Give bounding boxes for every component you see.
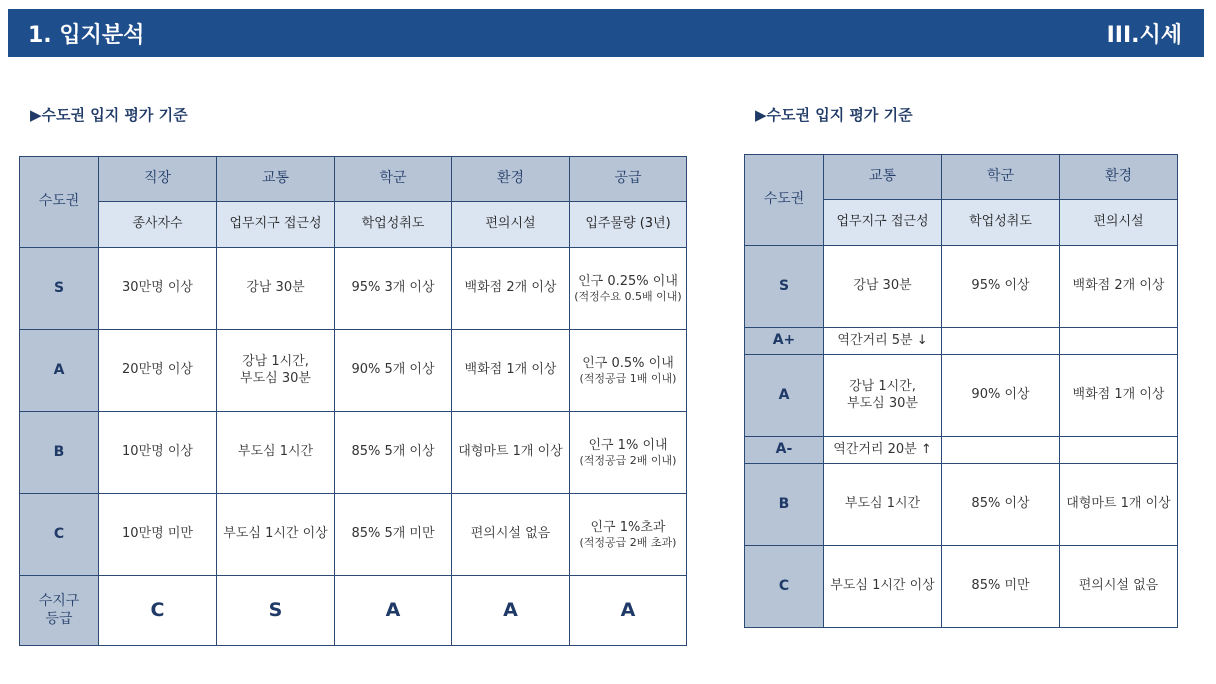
supply-note: (적정공급 2배 초과) — [579, 535, 677, 549]
result-grade: S — [217, 576, 335, 646]
cell: 백화점 2개 이상 — [1060, 246, 1178, 328]
cell: 30만명 이상 — [99, 248, 217, 330]
table-row — [20, 412, 687, 494]
cell-line: 부도심 30분 — [240, 370, 311, 386]
cell-line: 강남 1시간, — [849, 379, 916, 395]
cell: 85% 이상 — [942, 464, 1060, 546]
cell — [1060, 437, 1178, 464]
cell: 역간거리 20분 ↑ — [824, 437, 942, 464]
left-subtitle: ▶수도권 입지 평가 기준 — [30, 106, 188, 124]
table-row — [20, 494, 687, 576]
right-subtitle: ▶수도권 입지 평가 기준 — [755, 106, 913, 124]
cell: 백화점 2개 이상 — [452, 248, 570, 330]
result-grade: A — [570, 576, 687, 646]
grade-cell: S — [20, 248, 99, 330]
cat-school: 학군 — [335, 157, 452, 202]
supply-cell — [570, 330, 687, 412]
table-row — [745, 437, 1178, 464]
grade-cell: A — [745, 355, 824, 437]
cell: 85% 5개 미만 — [335, 494, 452, 576]
crit-traffic: 업무지구 접근성 — [824, 200, 942, 246]
supply-note: (적정수요 0.5배 이내) — [574, 289, 682, 303]
supply-cell — [570, 248, 687, 330]
crit-environment: 편의시설 — [1060, 200, 1178, 246]
corner-cell: 수도권 — [20, 157, 99, 248]
supply-main: 인구 0.5% 이내 — [582, 355, 674, 371]
cell — [942, 437, 1060, 464]
crit-job: 종사자수 — [99, 202, 217, 248]
table-row — [745, 355, 1178, 437]
cat-supply: 공급 — [570, 157, 687, 202]
grade-cell: A+ — [745, 328, 824, 355]
cell: 대형마트 1개 이상 — [1060, 464, 1178, 546]
cell: 95% 3개 이상 — [335, 248, 452, 330]
cell: 90% 5개 이상 — [335, 330, 452, 412]
grade-cell: B — [745, 464, 824, 546]
table-row — [20, 248, 687, 330]
supply-main: 인구 1%초과 — [590, 519, 666, 535]
cat-environment: 환경 — [452, 157, 570, 202]
cell: 부도심 1시간 — [217, 412, 335, 494]
crit-school: 학업성취도 — [335, 202, 452, 248]
table-row — [20, 330, 687, 412]
grade-cell: S — [745, 246, 824, 328]
supply-note: (적정공급 2배 이내) — [579, 453, 677, 467]
cell: 부도심 1시간 이상 — [824, 546, 942, 628]
cell: 10만명 이상 — [99, 412, 217, 494]
grade-cell: A- — [745, 437, 824, 464]
location-criteria-table — [19, 156, 687, 646]
crit-traffic: 업무지구 접근성 — [217, 202, 335, 248]
supply-main: 인구 0.25% 이내 — [578, 273, 678, 289]
table-row — [745, 328, 1178, 355]
supply-note: (적정공급 1배 이내) — [579, 371, 677, 385]
grade-cell: A — [20, 330, 99, 412]
table-row — [745, 464, 1178, 546]
page-title: 1. 입지분석 — [28, 22, 145, 48]
cat-school: 학군 — [942, 155, 1060, 200]
result-grade: C — [99, 576, 217, 646]
cell — [942, 328, 1060, 355]
crit-environment: 편의시설 — [452, 202, 570, 248]
cell: 85% 미만 — [942, 546, 1060, 628]
cell: 백화점 1개 이상 — [1060, 355, 1178, 437]
cell: 90% 이상 — [942, 355, 1060, 437]
cell: 강남 30분 — [217, 248, 335, 330]
cell: 85% 5개 이상 — [335, 412, 452, 494]
result-row — [20, 576, 687, 646]
cell — [824, 355, 942, 437]
cell: 역간거리 5분 ↓ — [824, 328, 942, 355]
supply-cell — [570, 494, 687, 576]
cell: 백화점 1개 이상 — [452, 330, 570, 412]
result-label — [20, 576, 99, 646]
crit-supply: 입주물량 (3년) — [570, 202, 687, 248]
cell-line: 부도심 30분 — [847, 395, 918, 411]
result-grade: A — [452, 576, 570, 646]
grade-cell: C — [745, 546, 824, 628]
supply-main: 인구 1% 이내 — [588, 437, 668, 453]
cat-environment: 환경 — [1060, 155, 1178, 200]
result-label-line: 등급 — [45, 610, 73, 627]
supply-cell — [570, 412, 687, 494]
cell: 부도심 1시간 — [824, 464, 942, 546]
cell: 강남 30분 — [824, 246, 942, 328]
cell: 10만명 미만 — [99, 494, 217, 576]
cell: 편의시설 없음 — [452, 494, 570, 576]
cell: 95% 이상 — [942, 246, 1060, 328]
header-bar — [8, 9, 1204, 57]
cell: 20만명 이상 — [99, 330, 217, 412]
cat-job: 직장 — [99, 157, 217, 202]
cell — [1060, 328, 1178, 355]
section-label: III.시세 — [1106, 22, 1182, 48]
cell: 대형마트 1개 이상 — [452, 412, 570, 494]
corner-cell: 수도권 — [745, 155, 824, 246]
cell-line: 강남 1시간, — [242, 354, 309, 370]
location-criteria-table-detail — [744, 154, 1178, 628]
cell: 부도심 1시간 이상 — [217, 494, 335, 576]
cell — [217, 330, 335, 412]
cell: 편의시설 없음 — [1060, 546, 1178, 628]
grade-cell: B — [20, 412, 99, 494]
cat-traffic: 교통 — [824, 155, 942, 200]
grade-cell: C — [20, 494, 99, 576]
crit-school: 학업성취도 — [942, 200, 1060, 246]
cat-traffic: 교통 — [217, 157, 335, 202]
result-grade: A — [335, 576, 452, 646]
table-row — [745, 546, 1178, 628]
table-row — [745, 246, 1178, 328]
result-label-line: 수지구 — [38, 593, 80, 609]
